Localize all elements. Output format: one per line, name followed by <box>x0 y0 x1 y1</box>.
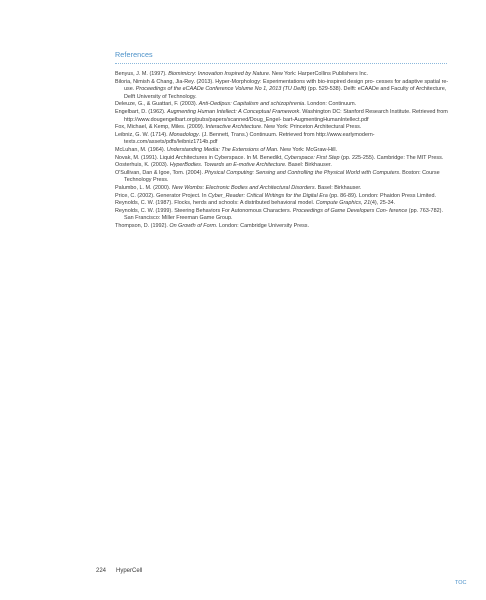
reference-text: Engelbart, D. (1962). <box>115 108 167 115</box>
reference-entry <box>115 109 451 124</box>
reference-title: Augmenting Human Intellect: A Conceptual Framework <box>167 108 300 115</box>
reference-entry <box>115 185 451 193</box>
reference-text: Oosterhuis, K. (2003). <box>115 162 170 169</box>
reference-text: . Boston: Course Technology Press. <box>124 169 440 184</box>
reference-entry <box>115 71 451 79</box>
page-number: 224 <box>96 568 107 574</box>
reference-text: (pp. 763-782). San Francisco: Miller Freeman Game Group. <box>124 207 443 222</box>
reference-title: Physical Computing: Sensing and Controlling the Physical World with Computers <box>204 169 400 176</box>
reference-text: . Washington DC: Stanford Research Institute. Retrieved from http://www.dougengelbart.org/pubs/papers/scanned/Doug_Engel- bart-AugmentingHumanIntellect.pdf <box>124 108 448 123</box>
reference-entry <box>115 101 451 109</box>
reference-text: Leibniz, G. W. (1714). <box>115 131 170 138</box>
reference-entry <box>115 79 451 102</box>
reference-title: Compute Graphics, 21 <box>315 200 371 207</box>
reference-title: Interactive Architecture <box>205 124 262 131</box>
reference-title: Understanding Media: The Extensions of Man <box>166 146 278 153</box>
reference-text: Benyus, J. M. (1997). <box>115 71 169 77</box>
reference-entry <box>115 170 451 185</box>
reference-title: Cyberspace: First Step <box>284 154 340 161</box>
reference-entry <box>115 132 451 147</box>
reference-title: Monadology <box>169 131 199 138</box>
reference-title: Proceedings of the eCAADe Conference Volume No 1, 2013 (TU Delft) <box>135 86 307 93</box>
reference-text: (pp. 529-538). Delft: eCAADe and Faculty of Architecture, Delft University of Technology. <box>124 86 447 100</box>
reference-text: . New York: McGraw-Hill. <box>277 146 338 153</box>
reference-text: McLuhan, M. (1964). <box>115 146 167 153</box>
reference-title: Biomimicry: Innovation Inspired by Nature <box>168 71 269 77</box>
reference-list <box>115 71 451 230</box>
reference-entry <box>115 124 451 132</box>
reference-text: (pp. 86-89). London: Phaidon Press Limited. <box>327 192 436 199</box>
toc-link[interactable]: TOC <box>455 580 467 586</box>
reference-entry <box>115 193 451 201</box>
reference-text: O'Sullivan, Dan & Igoe, Tom. (2004). <box>115 169 205 176</box>
reference-text: Biloria, Nimish & Chang, Jia-Rey. (2013). Hyper-Morphology: Experimentations with bio-inspired design pro- cesses for adaptive spatial re-use. <box>115 78 449 93</box>
reference-title: On Growth of Form <box>169 222 216 229</box>
reference-text: Price, C. (2002). Generator Project. In <box>115 192 209 199</box>
reference-entry <box>115 208 451 223</box>
reference-text: . (J. Bennett, Trans.) Continuum. Retrieved from http://www.earlymodern- texts.com/assets/pdfs/leibniz1714b.pdf <box>124 131 375 146</box>
reference-text: (4), 25-34. <box>370 200 396 207</box>
reference-text: . New York: HarperCollins Publishers Inc. <box>268 71 368 77</box>
reference-entry <box>115 162 451 170</box>
reference-title: Proceedings of Game Developers Con- ference <box>292 207 408 214</box>
running-title: HyperCell <box>116 568 143 574</box>
heading-divider <box>115 63 447 64</box>
reference-title: HyperBodies. Towards an E-motive Architecture <box>169 162 286 169</box>
reference-text: . London: Continuum. <box>304 101 357 108</box>
reference-text: Deleuze, G., & Guattari, F. (2003). <box>115 101 199 108</box>
reference-title: Cyber_Reader: Critical Writings for the Digital Era <box>208 192 328 199</box>
reference-entry <box>115 155 451 163</box>
reference-text: . New York: Princeton Architectural Press. <box>261 124 362 131</box>
reference-entry <box>115 147 451 155</box>
reference-text: . London: Cambridge University Press. <box>215 222 310 229</box>
reference-text: Reynolds, C. W. (1987). Flocks, herds and schools: A distributed behavioral model. <box>115 200 316 207</box>
reference-title: Anti-Oedipus: Capitalism and schizophrenia <box>198 101 305 108</box>
reference-text: Palumbo, L. M. (2000). <box>115 184 172 191</box>
reference-title: New Wombs: Electronic Bodies and Architectural Disorders <box>171 184 315 191</box>
reference-text: Fox, Michael, & Kemp, Miles. (2009). <box>115 124 206 131</box>
reference-text: . Basel: Birkhauser. <box>285 162 332 169</box>
section-heading: References <box>115 50 153 59</box>
reference-text: Novak, M. (1991). Liquid Architectures in Cyberspace. In M. Benedikt, <box>115 154 285 161</box>
reference-text: . Basel: Birkhauser. <box>314 184 362 191</box>
reference-entry <box>115 200 451 208</box>
reference-text: Thompson, D. (1992). <box>115 222 170 229</box>
reference-text: (pp. 225-255). Cambridge: The MIT Press. <box>339 154 444 161</box>
reference-entry <box>115 223 451 231</box>
reference-text: Reynolds, C. W. (1999). Steering Behaviors For Autonomous Characters. <box>115 207 293 214</box>
